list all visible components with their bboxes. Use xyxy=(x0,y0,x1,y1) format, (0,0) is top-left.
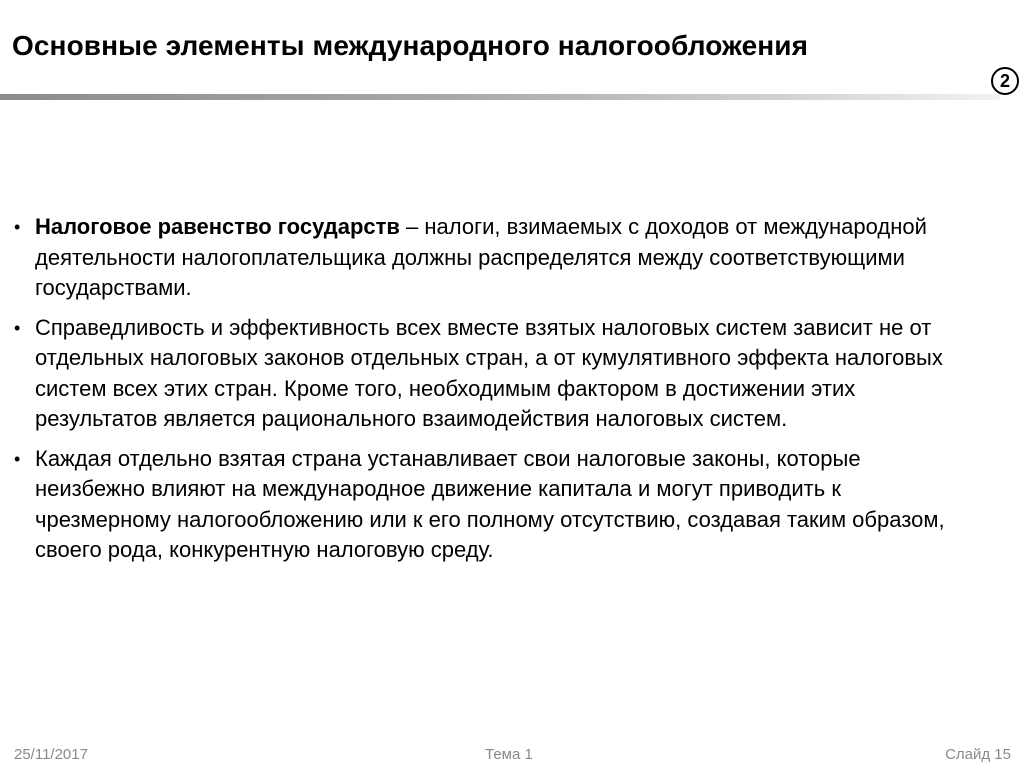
title-underline xyxy=(0,94,1000,100)
bullet-item-national-tax-laws xyxy=(14,444,974,566)
bullet-marker: • xyxy=(14,217,21,237)
bullet-text: Каждая отдельно взятая страна устанавливает свои налоговые законы, которые неизбежно влияют на международное движение капитала и могут приводить к чрезмерному налогообложению или к его полному отсутствию, создавая таким образом, своего рода, конкурентную налоговую среду. xyxy=(35,445,945,562)
bullet-marker: • xyxy=(14,317,21,338)
footer-date: 25/11/2017 xyxy=(14,746,88,763)
bullet-text: Справедливость и эффективность всех вместе взятых налоговых систем зависит не от отдельных налоговых законов отдельных стран, а от кумулятивного эффекта налоговых систем всех этих стран. Кроме того, необходимым фактором в достижении этих результатов является рационального взаимодействия налоговых систем. xyxy=(35,314,943,431)
bullet-text: – налоги, взимаемых с доходов от международной деятельности налогоплательщика должны распределятся между соответствующими государствами. xyxy=(35,214,927,300)
bullet-list xyxy=(14,212,974,575)
bullet-item-tax-equality xyxy=(14,212,974,304)
bullet-marker: • xyxy=(14,448,21,469)
bullet-item-fairness-efficiency xyxy=(14,313,974,435)
bullet-term: Налоговое равенство государств xyxy=(35,214,400,239)
footer-topic: Тема 1 xyxy=(485,746,533,763)
section-number-badge: 2 xyxy=(991,67,1019,95)
footer-slide-number: Слайд 15 xyxy=(945,746,1011,763)
slide-title: Основные элементы международного налогообложения xyxy=(12,30,809,61)
